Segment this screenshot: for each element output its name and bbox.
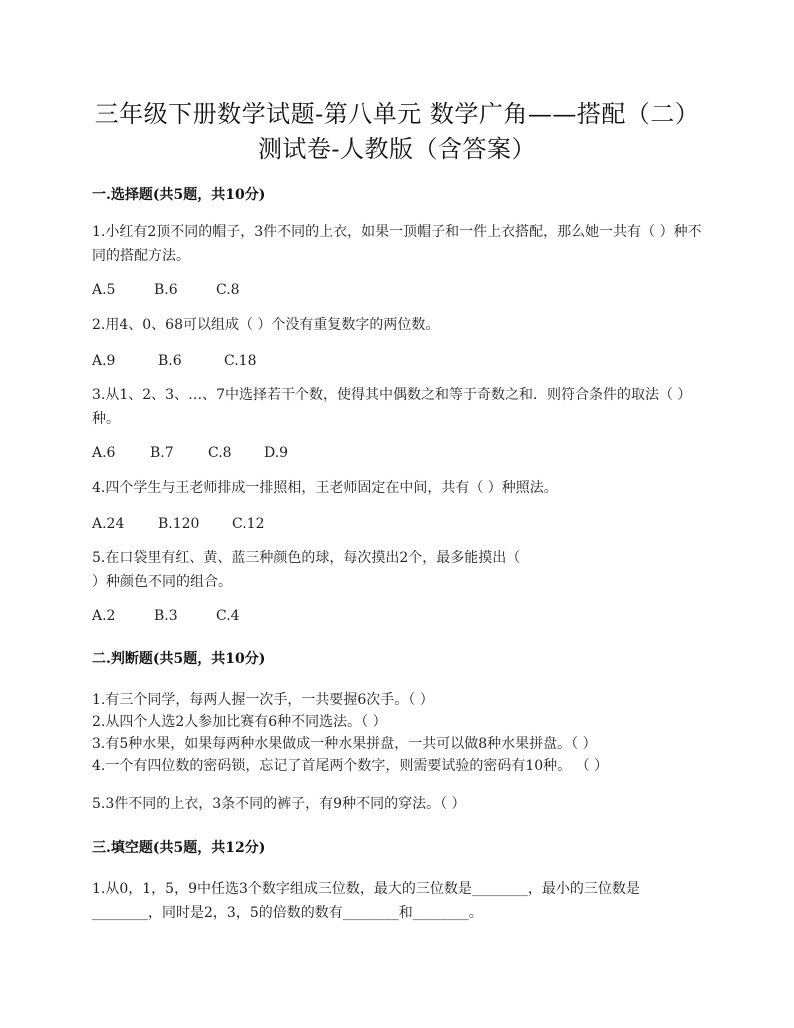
option-a: A.9 [92, 353, 116, 369]
judge-item-5: 5.3件不同的上衣，3条不同的裤子，有9种不同的穿法。（ ） [92, 796, 466, 812]
choice-options-2 [92, 353, 256, 369]
judge-item-2: 2.从四个人选2人参加比赛有6种不同选法。（ ） [92, 714, 387, 730]
choice-question-4: 4.四个学生与王老师排成一排照相，王老师固定在中间，共有（ ）种照法。 [92, 480, 558, 496]
judge-item-3: 3.有5种水果，如果每两种水果做成一种水果拼盘，一共可以做8种水果拼盘。（ ） [92, 736, 597, 752]
choice-question-5: 5.在口袋里有红、黄、蓝三种颜色的球，每次摸出2个，最多能摸出（ ）种颜色不同的组合。 [92, 550, 521, 590]
document-title-line-2: 测试卷-人教版（含答案） [257, 135, 537, 163]
option-c: C.8 [216, 282, 240, 298]
option-a: A.5 [92, 282, 116, 298]
choice-question-2: 2.用4、0、68可以组成（ ）个没有重复数字的两位数。 [92, 317, 440, 333]
option-b: B.6 [154, 282, 178, 298]
choice-question-1: 1.小红有2顶不同的帽子，3件不同的上衣，如果一顶帽子和一件上衣搭配，那么她一共有（ ）种不同的搭配方法。 [92, 224, 702, 264]
option-c: C.12 [232, 516, 265, 532]
choice-options-5 [92, 608, 240, 624]
option-b: B.7 [150, 445, 174, 461]
document-title-line-1: 三年级下册数学试题-第八单元 数学广角——搭配（二） [94, 100, 700, 128]
option-c: C.4 [216, 608, 240, 624]
option-b: B.3 [154, 608, 178, 624]
choice-options-3 [92, 445, 288, 461]
option-a: A.6 [92, 445, 116, 461]
option-c: C.8 [208, 445, 232, 461]
choice-question-3: 3.从1、2、3、…、7中选择若干个数，使得其中偶数之和等于奇数之和．则符合条件的取法（ ）种。 [92, 387, 692, 427]
fill-question-1: 1.从0，1，5，9中任选3个数字组成三位数，最大的三位数是________，最小的三位数是________，同时是2，3，5的倍数的数有________和________。 [92, 881, 640, 921]
option-c: C.18 [224, 353, 257, 369]
section-heading-choice: 一.选择题(共5题，共10分) [92, 187, 266, 203]
option-b: B.120 [158, 516, 200, 532]
judge-item-1: 1.有三个同学，每两人握一次手，一共要握6次手。（ ） [92, 692, 434, 708]
option-a: A.2 [92, 608, 116, 624]
judge-item-4: 4.一个有四位数的密码锁，忘记了首尾两个数字，则需要试验的密码有10种。 （ ） [92, 758, 609, 774]
option-b: B.6 [158, 353, 182, 369]
section-heading-judge: 二.判断题(共5题，共10分) [92, 651, 266, 667]
option-d: D.9 [264, 445, 289, 461]
section-heading-fill: 三.填空题(共5题，共12分) [92, 840, 266, 856]
option-a: A.24 [92, 516, 125, 532]
choice-options-1 [92, 282, 240, 298]
choice-options-4 [92, 516, 264, 532]
